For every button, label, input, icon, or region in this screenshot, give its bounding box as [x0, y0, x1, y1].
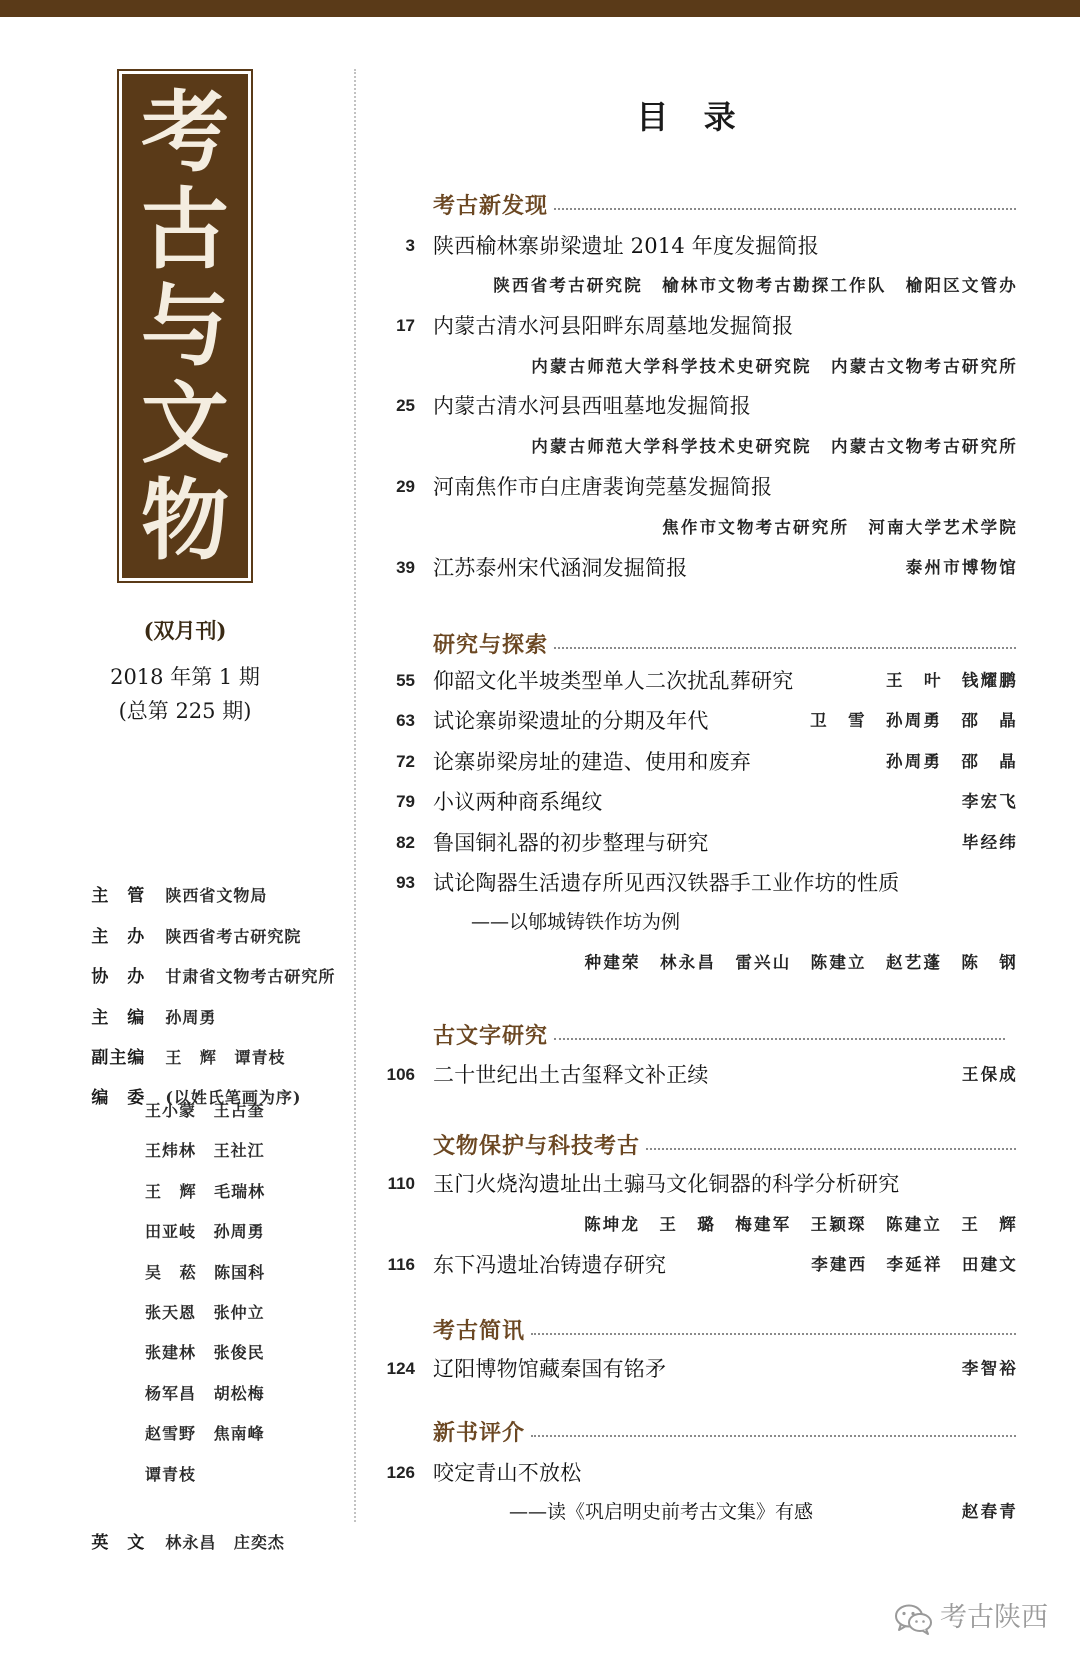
toc-entry-authors [360, 353, 1016, 381]
staff-row-english-editor [71, 1501, 285, 1553]
article-title: 辽阳博物馆藏秦国有铭矛 [433, 1357, 667, 1381]
page-number: 63 [396, 711, 415, 730]
article-authors: 陈坤龙 王 璐 梅建军 王颖琛 陈建立 王 辉 [584, 1215, 1018, 1234]
section-heading-new-discoveries [433, 189, 1016, 219]
staff-label: 协 办 [91, 967, 146, 987]
dotted-leader [531, 1435, 1016, 1437]
staff-label: 编 委 [91, 1088, 146, 1108]
page-number: 106 [386, 1065, 415, 1084]
staff-row-supervisor [71, 854, 268, 906]
publication-frequency: (双月刊) [143, 618, 227, 643]
wechat-icon [894, 1603, 934, 1635]
board-members: 田亚岐 孙周勇 [145, 1222, 265, 1241]
page-number: 17 [396, 316, 415, 335]
total-issue-number: (总第 225 期) [118, 699, 252, 723]
page-number: 124 [386, 1359, 415, 1378]
article-title: 江苏泰州宋代涵洞发掘简报 [433, 556, 688, 580]
section-title: 文物保护与科技考古 [433, 1132, 641, 1159]
article-title: 玉门火烧沟遗址出土骟马文化铜器的科学分析研究 [433, 1172, 900, 1196]
board-member-row [145, 1380, 265, 1408]
article-title: 内蒙古清水河县阳畔东周墓地发掘简报 [433, 314, 794, 338]
watermark-text: 考古陕西 [940, 1602, 1048, 1633]
board-members: 赵雪野 焦南峰 [145, 1424, 265, 1443]
staff-value: 孙周勇 [165, 1008, 217, 1027]
section-title: 研究与探索 [433, 631, 549, 658]
board-members: 王 辉 毛瑞林 [145, 1182, 266, 1201]
section-title: 古文字研究 [433, 1022, 549, 1049]
page-number: 116 [387, 1255, 415, 1274]
article-title: 试论寨峁梁遗址的分期及年代 [433, 709, 709, 733]
toc-entry-authors [360, 1211, 1016, 1239]
dotted-leader [646, 1148, 1016, 1150]
article-authors: 王保成 [961, 1065, 1018, 1084]
section-title: 考古新发现 [433, 192, 549, 219]
toc-entry [360, 1061, 1016, 1089]
toc-entry-authors [360, 514, 1016, 542]
page-number: 126 [386, 1463, 415, 1482]
article-authors: 种建荣 林永昌 雷兴山 陈建立 赵艺蓬 陈 钢 [584, 953, 1018, 972]
toc-entry [360, 1459, 1016, 1487]
article-authors: 内蒙古师范大学科学技术史研究院 内蒙古文物考古研究所 [531, 437, 1018, 456]
article-authors: 孙周勇 邵 晶 [886, 752, 1018, 771]
article-authors: 李建西 李延祥 田建文 [811, 1255, 1018, 1274]
page-number: 55 [396, 671, 415, 690]
page-number: 25 [396, 396, 415, 415]
article-authors: 毕经纬 [961, 833, 1018, 852]
article-title: 试论陶器生活遗存所见西汉铁器手工业作坊的性质 [433, 871, 900, 895]
section-heading-book-reviews [433, 1416, 1016, 1446]
toc-entry-authors [360, 272, 1016, 300]
page-number: 29 [396, 477, 415, 496]
staff-row-editor-in-chief [71, 976, 217, 1028]
board-member-row [145, 1339, 265, 1367]
staff-label: 主 编 [91, 1008, 146, 1028]
staff-value: 甘肃省文物考古研究所 [165, 967, 336, 986]
section-heading-research [433, 628, 1016, 658]
page-number: 93 [396, 873, 415, 892]
top-color-bar [0, 0, 1080, 17]
board-members: 王小蒙 王占奎 [145, 1101, 265, 1120]
article-title: 东下冯遗址冶铸遗存研究 [433, 1253, 667, 1277]
staff-value: 陕西省考古研究院 [165, 927, 302, 946]
page-number: 79 [396, 792, 415, 811]
journal-logo [117, 69, 253, 583]
page-number: 39 [396, 558, 415, 577]
staff-row-editorial-board [71, 1056, 302, 1108]
toc-entry [360, 1251, 1016, 1279]
staff-row-deputy-editor [71, 1016, 286, 1068]
board-member-row [145, 1178, 265, 1206]
section-heading-paleography [433, 1019, 1005, 1049]
article-title: 鲁国铜礼器的初步整理与研究 [433, 831, 709, 855]
board-member-row [145, 1218, 265, 1246]
dotted-leader [531, 1333, 1016, 1335]
board-members: 谭青枝 [145, 1465, 197, 1484]
toc-entry-authors [360, 433, 1016, 461]
staff-label: 副主编 [91, 1048, 146, 1068]
article-authors: 陕西省考古研究院 榆林市文物考古勘探工作队 榆阳区文管办 [493, 276, 1018, 295]
staff-label: 主 管 [91, 886, 146, 906]
toc-entry [360, 748, 1016, 776]
article-title: 仰韶文化半坡类型单人二次扰乱葬研究 [433, 669, 794, 693]
issue-number: 2018 年第 1 期 [110, 665, 260, 689]
article-title: 咬定青山不放松 [433, 1461, 582, 1485]
section-title: 新书评介 [433, 1419, 526, 1446]
dotted-leader [554, 647, 1016, 649]
board-members: 王炜林 王社江 [145, 1141, 265, 1160]
section-heading-conservation [433, 1129, 1016, 1159]
section-title: 考古简讯 [433, 1317, 526, 1344]
toc-entry [360, 1170, 1016, 1198]
page-number: 110 [387, 1174, 415, 1193]
toc-entry [360, 232, 1016, 260]
logo-calligraphy: 考古与文物 [140, 79, 229, 572]
article-authors: 焦作市文物考古研究所 河南大学艺术学院 [662, 518, 1018, 537]
staff-label: 英 文 [91, 1533, 146, 1553]
article-authors: 卫 雪 孙周勇 邵 晶 [810, 711, 1018, 730]
toc-entry [360, 392, 1016, 420]
article-title: 河南焦作市白庄唐裴询莞墓发掘简报 [433, 475, 773, 499]
article-authors: 王 叶 钱耀鹏 [886, 671, 1018, 690]
board-member-row [145, 1137, 265, 1165]
article-subtitle: ——读《巩启明史前考古文集》有感 [509, 1501, 814, 1523]
page-number: 72 [396, 752, 415, 771]
board-member-row [145, 1461, 196, 1489]
board-members: 杨军昌 胡松梅 [145, 1384, 265, 1403]
toc-entry-authors [360, 949, 1016, 977]
toc-title: 目 录 [636, 98, 748, 136]
article-subtitle: ——以郇城铸铁作坊为例 [471, 911, 681, 933]
dotted-leader [554, 208, 1016, 210]
board-members: 张建林 张俊民 [145, 1343, 265, 1362]
article-authors: 赵春青 [961, 1502, 1018, 1521]
toc-entry-subtitle [360, 1498, 1016, 1526]
toc-entry [360, 1355, 1016, 1383]
toc-entry [360, 869, 1016, 897]
dotted-leader [554, 1038, 1005, 1040]
staff-value: 陕西省文物局 [165, 886, 268, 905]
toc-entry [360, 788, 1016, 816]
staff-row-co-sponsor [71, 935, 336, 987]
article-authors: 李宏飞 [961, 792, 1018, 811]
board-note: (以姓氏笔画为序) [165, 1088, 302, 1107]
toc-entry [360, 312, 1016, 340]
staff-value: 王 辉 谭青枝 [165, 1048, 286, 1067]
logo-panel [122, 74, 248, 578]
board-member-row [145, 1259, 265, 1287]
toc-entry [360, 554, 1016, 582]
staff-label: 主 办 [91, 927, 146, 947]
staff-value: 林永昌 庄奕杰 [165, 1533, 285, 1552]
toc-entry [360, 707, 1016, 735]
section-heading-briefs [433, 1314, 1016, 1344]
article-authors: 泰州市博物馆 [905, 558, 1018, 577]
toc-entry [360, 473, 1016, 501]
toc-entry-subtitle [360, 908, 1016, 936]
page-number: 82 [396, 833, 415, 852]
board-member-row [145, 1299, 265, 1327]
toc-entry [360, 829, 1016, 857]
article-authors: 李智裕 [961, 1359, 1018, 1378]
article-title: 二十世纪出土古玺释文补正续 [433, 1063, 709, 1087]
article-title: 内蒙古清水河县西咀墓地发掘简报 [433, 394, 751, 418]
article-authors: 内蒙古师范大学科学技术史研究院 内蒙古文物考古研究所 [531, 357, 1018, 376]
article-title: 小议两种商系绳纹 [433, 790, 603, 814]
board-members: 吴 菘 陈国科 [145, 1263, 266, 1282]
page-number: 3 [405, 236, 415, 255]
article-title: 陕西榆林寨峁梁遗址 2014 年度发掘简报 [433, 234, 819, 258]
article-title: 论寨峁梁房址的建造、使用和废弃 [433, 750, 751, 774]
staff-row-sponsor [71, 895, 302, 947]
column-divider [354, 69, 356, 1522]
toc-entry [360, 667, 1016, 695]
board-member-row [145, 1097, 265, 1125]
board-member-row [145, 1420, 265, 1448]
board-members: 张天恩 张仲立 [145, 1303, 265, 1322]
